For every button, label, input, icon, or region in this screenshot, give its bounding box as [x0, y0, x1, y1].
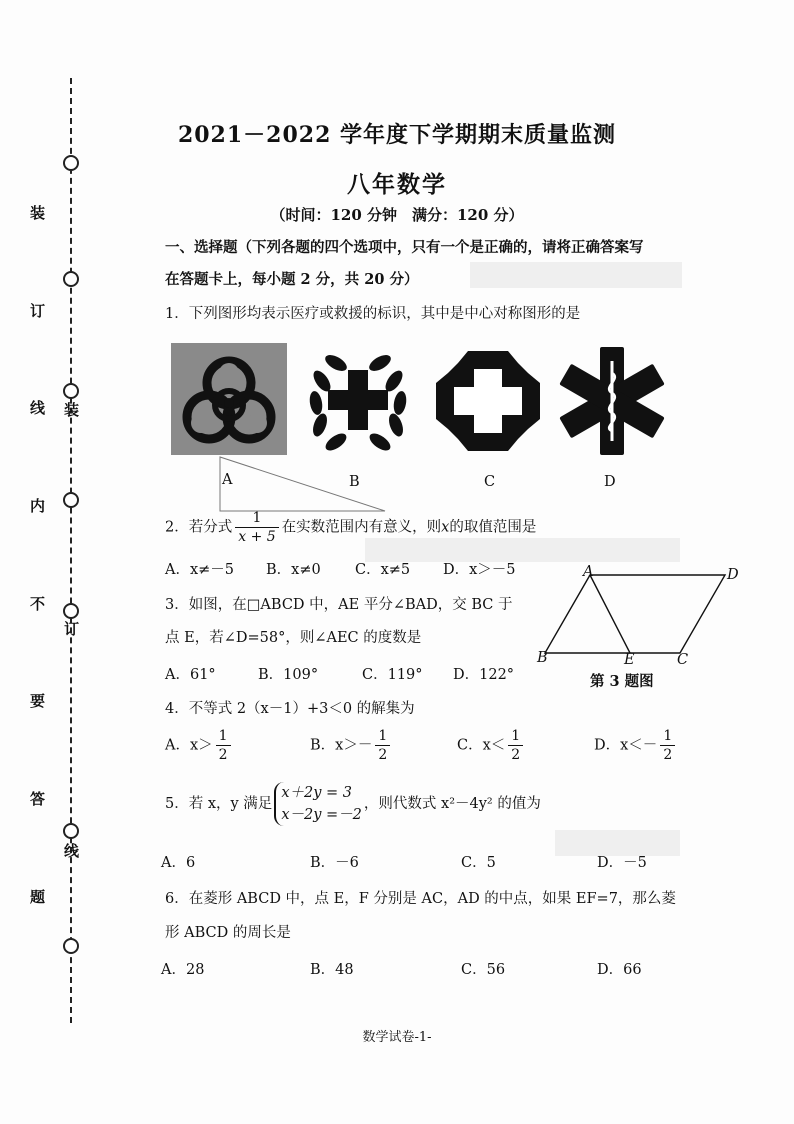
fraction-denominator: 2	[511, 747, 521, 763]
point-a-label: A	[583, 564, 594, 580]
margin-char: 装	[30, 204, 46, 222]
exam-subject: 八年数学	[347, 171, 447, 198]
q5-option-c: C．5	[461, 855, 496, 871]
q4-option-c	[457, 727, 526, 764]
q5-option-a: A．6	[161, 855, 196, 871]
option-label: C	[484, 474, 496, 490]
fraction-numerator: 1	[660, 727, 675, 746]
biohazard-icon	[171, 343, 287, 455]
q4-option-a	[165, 727, 234, 764]
margin-char: 要	[30, 692, 46, 710]
q3-option-d: D．122°	[453, 667, 515, 683]
q3-option-b: B．109°	[258, 667, 319, 683]
q5-option-b: B．－6	[310, 855, 359, 871]
q4-option-prefix: B．x＞－	[310, 737, 373, 754]
q5-stem-pre: 5．若 x，y 满足	[165, 796, 273, 812]
binding-hole-icon	[63, 823, 79, 839]
page-footer: 数学试卷-1-	[362, 1030, 432, 1045]
q4-option-prefix: D．x＜－	[594, 737, 658, 754]
fraction	[235, 509, 278, 546]
exam-time-info: （时间：120 分钟 满分：120 分）	[270, 206, 524, 224]
fraction	[216, 727, 231, 764]
exam-title: 2021－2022 学年度下学期期末质量监测	[177, 122, 617, 148]
option-label: A	[222, 472, 233, 488]
margin-char: 答	[30, 790, 46, 808]
bleed-through-shade	[470, 262, 682, 288]
q2-option-a: A．x≠－5	[165, 562, 235, 578]
q2-stem-pre: 2．若分式	[165, 519, 233, 536]
fraction-denominator: 2	[378, 747, 388, 763]
q2-option-b: B．x≠0	[266, 562, 321, 578]
binding-hole-icon	[63, 603, 79, 619]
equation-1: x＋2y = 3	[281, 785, 352, 801]
question-6-line2: 形 ABCD 的周长是	[165, 925, 291, 941]
question-5-stem	[165, 782, 541, 826]
question-1-stem: 1．下列图形均表示医疗或救援的标识，其中是中心对称图形的是	[165, 306, 581, 322]
q4-option-b	[310, 727, 393, 764]
q5-option-d: D．－5	[597, 855, 647, 871]
q4-option-d	[594, 727, 678, 764]
fraction-denominator: 2	[663, 747, 673, 763]
margin-char: 装	[64, 401, 80, 419]
parallelogram-figure	[535, 565, 775, 670]
fraction	[660, 727, 675, 764]
margin-char: 线	[30, 399, 46, 417]
star-of-life-icon	[556, 345, 668, 457]
q2-option-c: C．x≠5	[355, 562, 411, 578]
margin-char: 订	[30, 302, 46, 320]
margin-char: 订	[64, 620, 80, 638]
fraction	[508, 727, 523, 764]
figure-3-caption: 第 3 题图	[590, 673, 654, 690]
fraction-denominator: 2	[218, 747, 228, 763]
q2-var: x	[441, 519, 450, 536]
q4-option-prefix: C．x＜	[457, 737, 506, 754]
equation-2: x－2y =－2	[281, 807, 362, 823]
margin-char: 线	[64, 842, 80, 860]
option-label: D	[604, 474, 616, 490]
margin-char: 内	[30, 497, 46, 515]
equation-system	[274, 782, 362, 826]
binding-hole-icon	[63, 938, 79, 954]
option-label: B	[349, 474, 360, 490]
question-6-line1: 6．在菱形 ABCD 中，点 E，F 分别是 AC，AD 的中点，如果 EF=7，那么菱	[165, 891, 676, 907]
binding-hole-icon	[63, 492, 79, 508]
fraction	[375, 727, 390, 764]
cross-octagon-icon	[432, 347, 544, 455]
point-c-label: C	[677, 652, 689, 668]
q4-option-prefix: A．x＞	[165, 737, 213, 754]
q6-option-d: D．66	[597, 962, 642, 978]
question-3-line2: 点 E，若∠D=58°，则∠AEC 的度数是	[165, 630, 422, 646]
question-4-stem: 4．不等式 2（x－1）+3＜0 的解集为	[165, 701, 415, 717]
q6-option-b: B．48	[310, 962, 354, 978]
fraction-denominator: x + 5	[238, 529, 276, 545]
q2-stem-post: 在实数范围内有意义，则	[281, 519, 442, 536]
fraction-numerator: 1	[235, 509, 278, 528]
q6-option-a: A．28	[161, 962, 205, 978]
red-cross-wreath-icon	[302, 345, 414, 455]
q6-option-c: C．56	[461, 962, 506, 978]
q3-option-a: A．61°	[165, 667, 216, 683]
q3-option-c: C．119°	[362, 667, 423, 683]
section-heading: 一、选择题（下列各题的四个选项中，只有一个是正确的，请将正确答案写	[165, 239, 644, 256]
fraction-numerator: 1	[375, 727, 390, 746]
q2-option-d: D．x＞－5	[443, 562, 516, 578]
question-2-stem	[165, 509, 536, 546]
fraction-numerator: 1	[508, 727, 523, 746]
point-d-label: D	[727, 567, 739, 583]
fraction-numerator: 1	[216, 727, 231, 746]
section-heading: 在答题卡上，每小题 2 分，共 20 分）	[165, 271, 419, 288]
question-3-line1: 3．如图，在□ABCD 中，AE 平分∠BAD，交 BC 于	[165, 597, 513, 613]
margin-char: 题	[30, 888, 46, 906]
q5-stem-post: ，则代数式 x²－4y² 的值为	[363, 796, 541, 812]
point-b-label: B	[537, 650, 548, 666]
binding-hole-icon	[63, 271, 79, 287]
q2-stem-end: 的取值范围是	[449, 519, 537, 536]
margin-char: 不	[30, 595, 46, 613]
binding-hole-icon	[63, 383, 79, 399]
point-e-label: E	[624, 652, 635, 668]
